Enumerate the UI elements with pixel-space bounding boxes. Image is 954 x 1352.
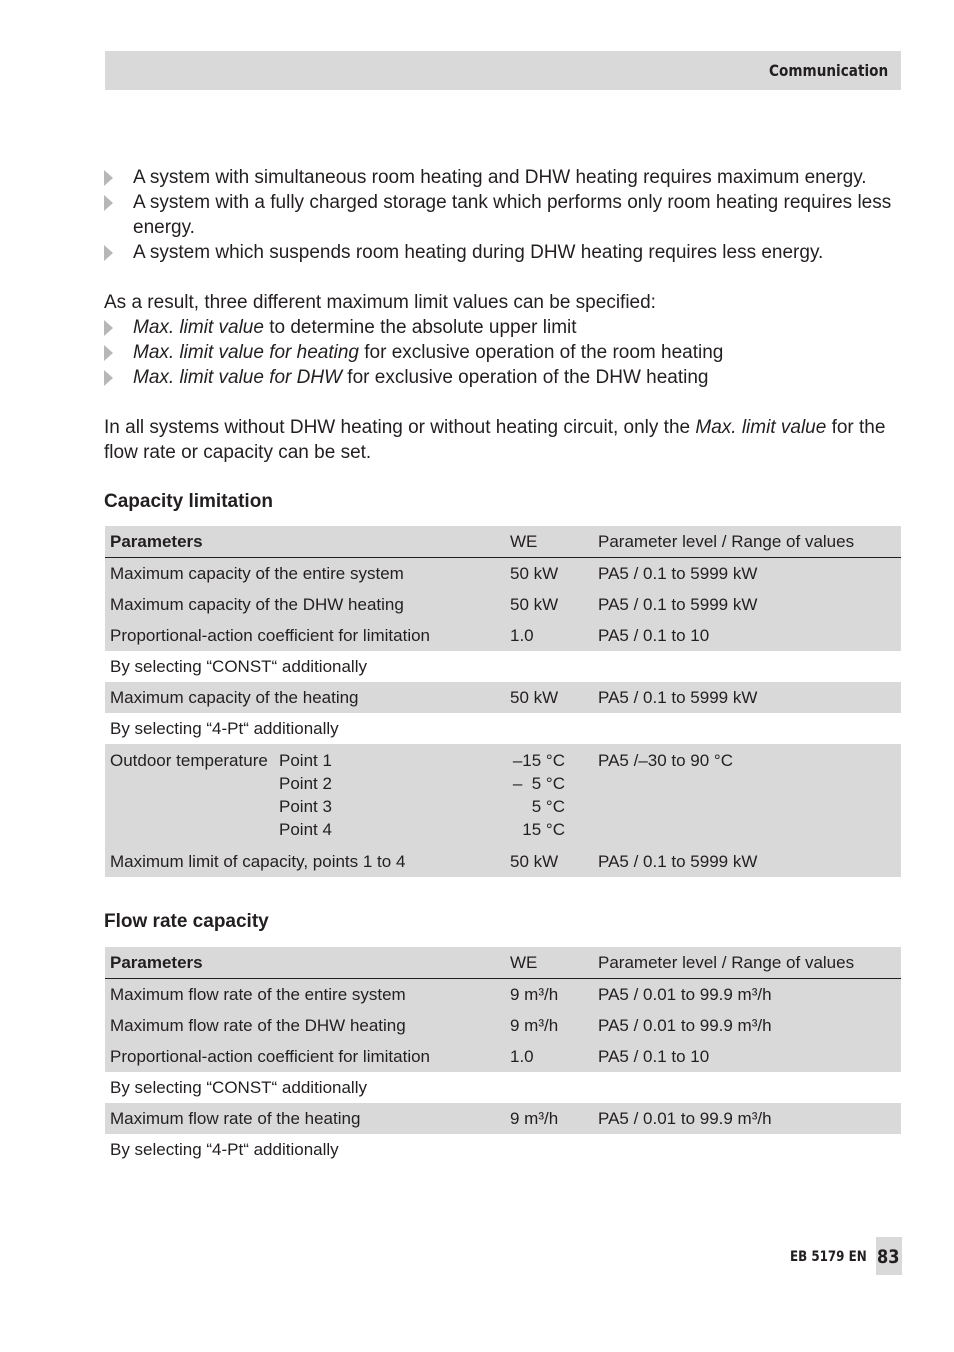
page-number: 83 [877, 1246, 900, 1268]
limit-bullet: Max. limit value for heating for exclusive operation of the room heating [104, 340, 723, 365]
limit-bullet: Max. limit value to determine the absolute upper limit [104, 315, 577, 340]
table-row: By selecting “CONST“ additionally [110, 1078, 367, 1097]
bullet-item: A system with a fully charged storage tank which performs only room heating requires less [104, 190, 891, 215]
table-row: By selecting “4-Pt“ additionally [110, 1140, 339, 1159]
flow-title: Flow rate capacity [104, 911, 269, 932]
table-row: By selecting “4-Pt“ additionally [110, 719, 339, 738]
table-header-row: Parameters WE Parameter level / Range of values [105, 947, 901, 979]
table-row: Maximum capacity of the heating 50 kW PA5 / 0.1 to 5999 kW [105, 682, 901, 713]
capacity-title: Capacity limitation [104, 491, 273, 512]
header-bar [105, 51, 901, 90]
note-paragraph: In all systems without DHW heating or without heating circuit, only the Max. limit value for the flow rate or capacity can be set. [104, 417, 886, 463]
table-row: Proportional-action coefficient for limitation 1.0 PA5 / 0.1 to 10 [105, 620, 901, 651]
limit-bullet: Max. limit value for DHW for exclusive operation of the DHW heating [104, 365, 709, 390]
flow-table [105, 947, 901, 1165]
page-number-box [876, 1237, 902, 1275]
header-title: Communication [768, 61, 888, 80]
table-header-row: Parameters WE Parameter level / Range of values [105, 526, 901, 558]
document-code: EB 5179 EN [790, 1249, 867, 1265]
bullet-continuation: energy. [133, 217, 195, 238]
outdoor-temperature-row: Outdoor temperature Point 1 Point 2 Point 3 Point 4 –15 °C – 5 °C 5 °C 15 °C PA5 /–30 to 90 °C [105, 744, 901, 846]
table-row: Maximum flow rate of the heating 9 m³/h PA5 / 0.01 to 99.9 m³/h [105, 1103, 901, 1134]
capacity-table [105, 526, 901, 877]
bullet-triangle-icon [104, 195, 113, 211]
bullet-triangle-icon [104, 245, 113, 261]
table-row: Maximum limit of capacity, points 1 to 4 50 kW PA5 / 0.1 to 5999 kW [105, 846, 901, 877]
table-row: Maximum flow rate of the entire system 9 m³/h PA5 / 0.01 to 99.9 m³/h [105, 979, 901, 1011]
table-row: Maximum flow rate of the DHW heating 9 m³/h PA5 / 0.01 to 99.9 m³/h [105, 1010, 901, 1041]
table-row: Maximum capacity of the DHW heating 50 kW PA5 / 0.1 to 5999 kW [105, 589, 901, 620]
table-row: Maximum capacity of the entire system 50 kW PA5 / 0.1 to 5999 kW [105, 558, 901, 590]
bullet-item: A system which suspends room heating during DHW heating requires less energy. [104, 240, 823, 265]
result-text: As a result, three different maximum limit values can be specified: [104, 292, 656, 313]
bullet-triangle-icon [104, 370, 113, 386]
bullet-triangle-icon [104, 345, 113, 361]
bullet-triangle-icon [104, 320, 113, 336]
bullet-item: A system with simultaneous room heating and DHW heating requires maximum energy. [104, 165, 867, 190]
bullet-triangle-icon [104, 170, 113, 186]
table-row: By selecting “CONST“ additionally [110, 657, 367, 676]
table-row: Proportional-action coefficient for limitation 1.0 PA5 / 0.1 to 10 [105, 1041, 901, 1072]
